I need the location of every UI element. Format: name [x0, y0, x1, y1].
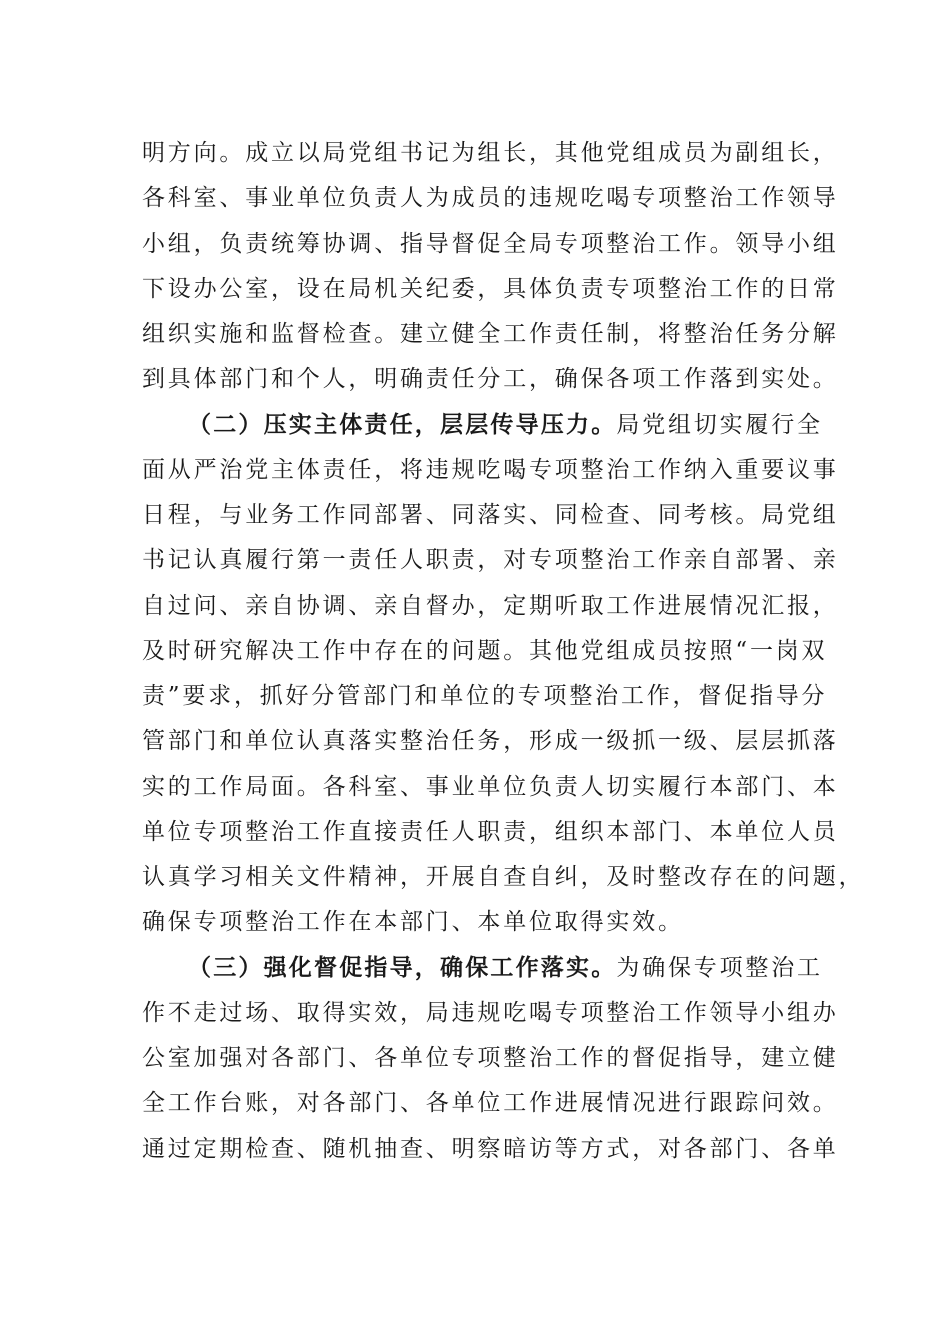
section-3-first-line	[142, 946, 832, 991]
paragraph-line: 确保专项整治工作在本部门、本单位取得实效。	[142, 909, 684, 936]
paragraph-line: 明方向。成立以局党组书记为组长，其他党组成员为副组长，	[142, 140, 839, 166]
paragraph-line: 通过定期检查、随机抽查、明察暗访等方式，对各部门、各单	[142, 1135, 839, 1162]
section-2-first-line-text: 局党组切实履行全	[616, 411, 823, 438]
paragraph-line: 实的工作局面。各科室、事业单位负责人切实履行本部门、本	[142, 773, 839, 800]
paragraph-line: 自过问、亲自协调、亲自督办，定期听取工作进展情况汇报，	[142, 592, 839, 619]
paragraph-line: 认真学习相关文件精神，开展自查自纠，及时整改存在的问题，	[142, 864, 865, 890]
paragraph-line: 管部门和单位认真落实整治任务，形成一级抓一级、层层抓落	[142, 728, 839, 755]
paragraph-line: 单位专项整治工作直接责任人职责，组织本部门、本单位人员	[142, 818, 839, 845]
section-2-heading: （二）压实主体责任，层层传导压力。	[188, 411, 617, 438]
paragraph-line: 及时研究解决工作中存在的问题。其他党组成员按照“一岗双	[142, 637, 828, 664]
paragraph-line: 到具体部门和个人，明确责任分工，确保各项工作落到实处。	[142, 366, 839, 393]
paragraph-line: 各科室、事业单位负责人为成员的违规吃喝专项整治工作领导	[142, 185, 839, 212]
section-2-first-line	[142, 403, 832, 448]
paragraph-line: 日程，与业务工作同部署、同落实、同检查、同考核。局党组	[142, 502, 839, 528]
paragraph-line: 作不走过场、取得实效，局违规吃喝专项整治工作领导小组办	[142, 999, 839, 1026]
paragraph-line: 书记认真履行第一责任人职责，对专项整治工作亲自部署、亲	[142, 547, 839, 574]
paragraph-line: 下设办公室，设在局机关纪委，具体负责专项整治工作的日常	[142, 275, 839, 302]
document-body	[142, 131, 865, 1172]
paragraph-line: 面从严治党主体责任，将违规吃喝专项整治工作纳入重要议事	[142, 456, 839, 483]
paragraph-line: 责”要求，抓好分管部门和单位的专项整治工作，督促指导分	[142, 683, 828, 709]
paragraph-line: 组织实施和监督检查。建立健全工作责任制，将整治任务分解	[142, 321, 839, 347]
section-3-first-line-text: 为确保专项整治工	[616, 954, 823, 981]
paragraph-line: 小组，负责统筹协调、指导督促全局专项整治工作。领导小组	[142, 230, 839, 257]
paragraph-line: 公室加强对各部门、各单位专项整治工作的督促指导，建立健	[142, 1045, 839, 1071]
section-3-heading: （三）强化督促指导，确保工作落实。	[188, 954, 617, 981]
paragraph-line: 全工作台账，对各部门、各单位工作进展情况进行跟踪问效。	[142, 1090, 839, 1117]
